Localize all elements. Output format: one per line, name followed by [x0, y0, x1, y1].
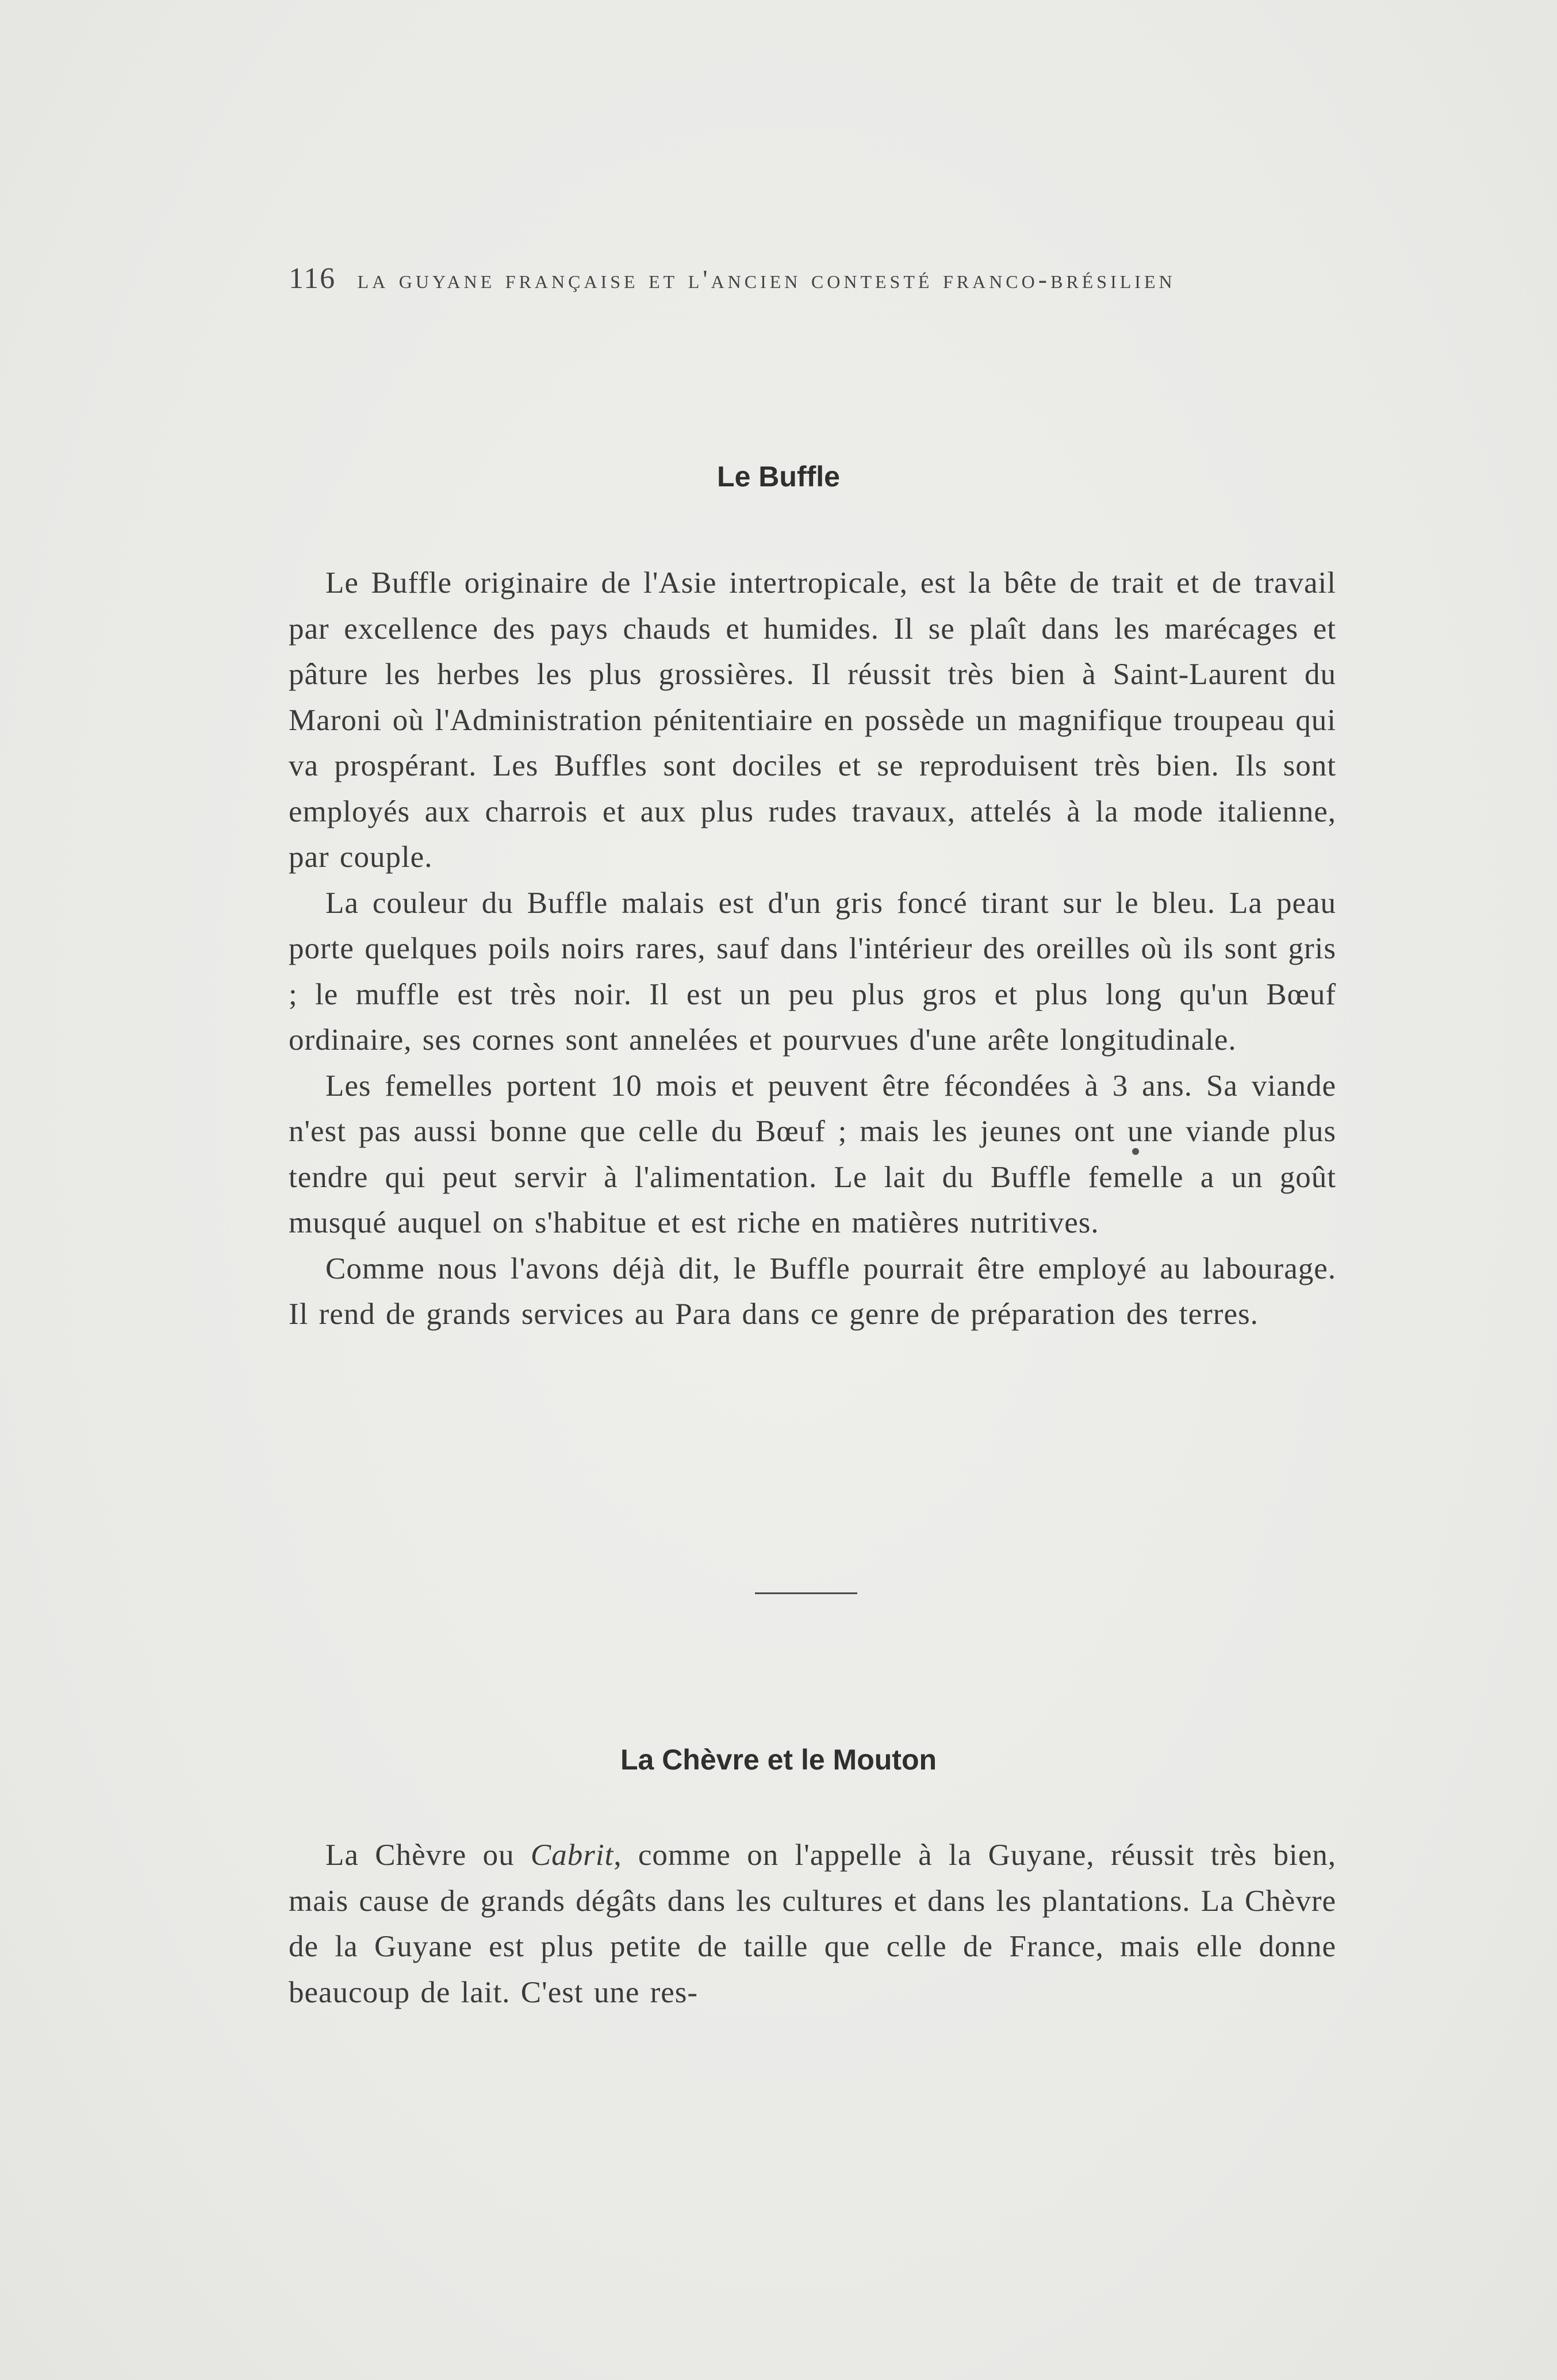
section-heading-buffle: Le Buffle: [717, 460, 840, 493]
section-heading-chevre: La Chèvre et le Mouton: [620, 1744, 937, 1776]
text-run: La Chèvre ou: [325, 1838, 531, 1872]
running-head: [289, 262, 1301, 295]
section-body-chevre: [289, 1833, 1336, 2016]
paragraph: Le Buffle originaire de l'Asie intertropicale, est la bête de trait et de travail par excellence des pays chauds et humides. Il se plaît dans les marécages et pâture les herbes les plus grossières. Il réussit très bien à Saint-Laurent du Maroni où l'Administration pénitentiaire en possède un magnifique troupeau qui va prospérant. Les Buffles sont dociles et se reproduisent très bien. Ils sont employés aux charrois et aux plus rudes travaux, attelés à la mode italienne, par couple.: [289, 566, 1336, 874]
ink-speck: [1132, 1148, 1139, 1155]
paragraph: Les femelles portent 10 mois et peuvent être fécondées à 3 ans. Sa viande n'est pas aussi bonne que celle du Bœuf ; mais les jeunes ont une viande plus tendre qui peut servir à l'alimentation. Le lait du Buffle femelle a un goût musqué auquel on s'habitue et est riche en matières nutritives.: [289, 1069, 1336, 1239]
paragraph: Comme nous l'avons déjà dit, le Buffle pourrait être employé au labourage. Il rend de grands services au Para dans ce genre de préparation des terres.: [289, 1252, 1336, 1331]
page-number: 116: [289, 262, 336, 295]
text-run: , comme on l'appelle à la Guyane, réussit très bien, mais cause de grands dégâts dans les cultures et dans les plantations. La Chèvre de la Guyane est plus petite de taille que celle de France, mais elle donne beaucoup de lait. C'est une res-: [289, 1838, 1336, 2009]
italic-term: Cabrit: [530, 1838, 614, 1872]
paragraph: La couleur du Buffle malais est d'un gris foncé tirant sur le bleu. La peau porte quelques poils noirs rares, sauf dans l'intérieur des oreilles où ils sont gris ; le muffle est très noir. Il est un peu plus gros et plus long qu'un Bœuf ordinaire, ses cornes sont annelées et pourvues d'une arête longitudinale.: [289, 886, 1336, 1057]
paragraph: [289, 1833, 1336, 2016]
section-divider: [755, 1592, 857, 1594]
section-body-buffle: [289, 561, 1336, 1338]
running-title: la guyane française et l'ancien contesté franco-brésilien: [357, 264, 1176, 294]
